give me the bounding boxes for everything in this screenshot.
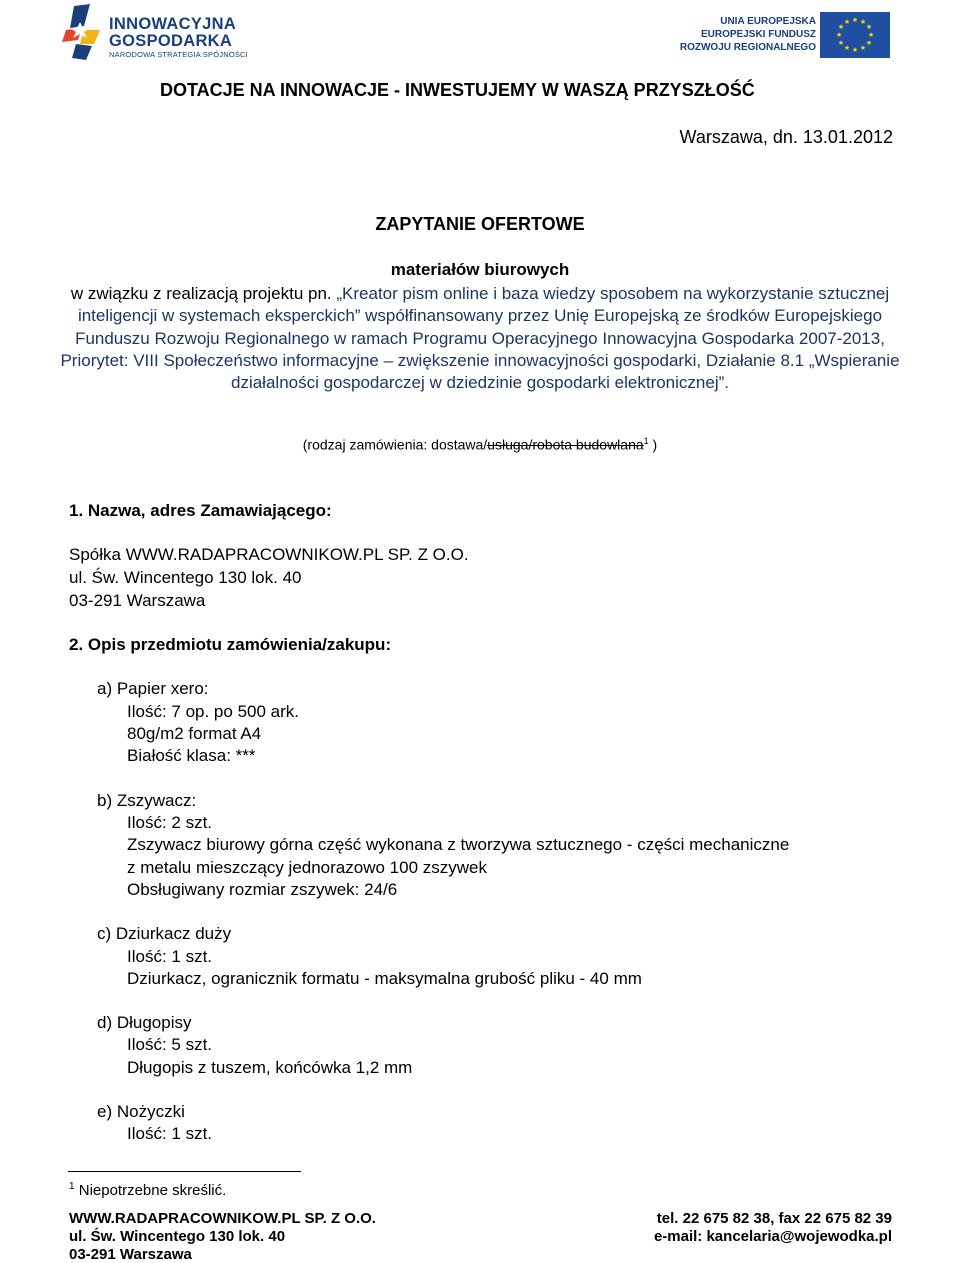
svg-text:★: ★ (851, 46, 859, 54)
footnote (69, 1181, 226, 1199)
logo-line-2: GOSPODARKA (109, 32, 233, 50)
svg-text:★: ★ (865, 39, 873, 47)
ordering-party-name: Spółka WWW.RADAPRACOWNIKOW.PL SP. Z O.O. (69, 545, 469, 564)
eu-flag-icon (820, 12, 890, 58)
order-type-suffix: ) (648, 436, 658, 453)
item-c-line: Dziurkacz, ogranicznik formatu - maksymalna grubość pliku - 40 mm (127, 969, 642, 988)
svg-text:★: ★ (843, 44, 851, 52)
item-a-line: 80g/m2 format A4 (127, 724, 262, 743)
item-a-line: Ilość: 7 op. po 500 ark. (127, 702, 299, 721)
logo-line-3: NARODOWA STRATEGIA SPÓJNOŚCI (109, 50, 248, 59)
svg-text:★: ★ (837, 39, 845, 47)
item-c-label: c) Dziurkacz duży (97, 924, 232, 943)
order-type-prefix: (rodzaj zamówienia: dostawa/ (302, 436, 488, 453)
item-a-line: Białość klasa: *** (127, 746, 256, 765)
item-b-line: Zszywacz biurowy górna część wykonana z tworzywa sztucznego - części mechaniczne (127, 835, 790, 854)
intro-body: „Kreator pism online i baza wiedzy sposobem na wykorzystanie sztucznej inteligencji w systemach eksperckich” współfinansowany przez Unię Europejską ze środków Europejskiego Funduszu Rozwoju Regionalnego w ramach Programu Operacyjnego Innowacyjna Gospodarka 2007-2013, Priorytet: VIII Społeczeństwo informacyjne – zwiększenie innowacyjności gospodarki, Działanie 8.1 „Wspieranie działalności gospodarczej w dziedzinie gospodarki elektronicznej”. (60, 284, 900, 393)
footnote-number: 1 (69, 1181, 75, 1192)
order-type (0, 436, 960, 453)
section-1-heading: 1. Nazwa, adres Zamawiającego: (69, 501, 332, 520)
item-b-label: b) Zszywacz: (97, 791, 197, 810)
logo-line-1: INNOWACYJNA (109, 15, 237, 33)
intro-paragraph (60, 283, 900, 394)
ordering-party-city: 03-291 Warszawa (69, 591, 206, 610)
svg-text:★: ★ (835, 31, 843, 39)
svg-text:★: ★ (865, 23, 873, 31)
intro-lead: w związku z realizacją projektu pn. (70, 284, 337, 303)
order-type-struck: usługa/robota budowlana (487, 436, 644, 453)
item-b-line: z metalu mieszczący jednorazowo 100 zszywek (127, 858, 487, 877)
document-date: Warszawa, dn. 13.01.2012 (679, 127, 893, 147)
logo-emblem-icon (60, 4, 104, 62)
svg-text:★: ★ (867, 31, 875, 39)
svg-text:★: ★ (851, 16, 859, 24)
innowacyjna-gospodarka-logo (60, 4, 250, 64)
footer-phone: tel. 22 675 82 38, fax 22 675 82 39 (656, 1210, 892, 1227)
item-e-line: Ilość: 1 szt. (127, 1124, 213, 1143)
eu-logo (679, 12, 890, 62)
item-e-label: e) Nożyczki (97, 1102, 185, 1121)
footer-street: ul. Św. Wincentego 130 lok. 40 (69, 1228, 286, 1245)
header-slogan: DOTACJE NA INNOWACJE - INWESTUJEMY W WASZĄ PRZYSZŁOŚĆ (160, 80, 755, 100)
svg-text:★: ★ (859, 18, 867, 26)
svg-text:★: ★ (837, 23, 845, 31)
footer-city: 03-291 Warszawa (69, 1246, 192, 1263)
section-2-heading: 2. Opis przedmiotu zamówienia/zakupu: (69, 635, 392, 654)
svg-text:★: ★ (859, 44, 867, 52)
footer-company: WWW.RADAPRACOWNIKOW.PL SP. Z O.O. (69, 1210, 376, 1227)
item-b-line: Obsługiwany rozmiar zszywek: 24/6 (127, 880, 398, 899)
footnote-divider (68, 1171, 301, 1172)
item-d-line: Ilość: 5 szt. (127, 1035, 213, 1054)
svg-text:★: ★ (843, 18, 851, 26)
item-a-label: a) Papier xero: (97, 679, 209, 698)
document-title: ZAPYTANIE OFERTOWE (375, 214, 585, 234)
order-type-footnote-ref: 1 (643, 436, 649, 446)
eu-logo-line-1: UNIA EUROPEJSKA (720, 16, 816, 27)
item-d-line: Długopis z tuszem, końcówka 1,2 mm (127, 1058, 413, 1077)
footnote-text: Niepotrzebne skreślić. (74, 1182, 227, 1199)
ordering-party-street: ul. Św. Wincentego 130 lok. 40 (69, 568, 302, 587)
eu-logo-line-3: ROZWOJU REGIONALNEGO (679, 42, 816, 53)
item-c-line: Ilość: 1 szt. (127, 947, 213, 966)
footer-email: e-mail: kancelaria@wojewodka.pl (653, 1228, 892, 1245)
document-subtitle: materiałów biurowych (390, 260, 570, 279)
eu-logo-line-2: EUROPEJSKI FUNDUSZ (700, 29, 816, 40)
item-b-line: Ilość: 2 szt. (127, 813, 213, 832)
item-d-label: d) Długopisy (97, 1013, 192, 1032)
